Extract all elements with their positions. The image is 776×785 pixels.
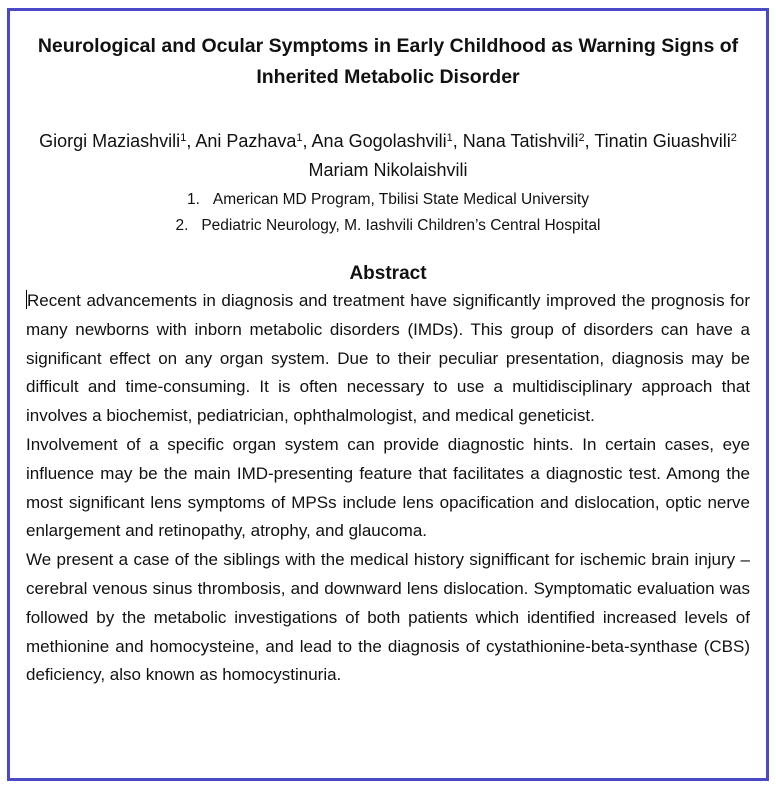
document-content <box>26 19 750 690</box>
author: Ani Pazhava$^1$, <box>195 131 312 151</box>
author: Tinatin Giuashvili$^2$ <box>594 131 737 151</box>
abstract-heading: Abstract <box>349 263 427 284</box>
author: Mariam Nikolaishvili <box>308 160 468 180</box>
author: Giorgi Maziashvili$^1$, <box>39 131 196 151</box>
affiliation-item: 1. American MD Program, Tbilisi State Medical University <box>187 191 589 208</box>
author-list <box>26 127 750 185</box>
paper-title: Neurological and Ocular Symptoms in Early Childhood as Warning Signs of Inherited Metabolic Disorder <box>37 35 739 88</box>
abstract-paragraph[interactable]: Involvement of a specific organ system can provide diagnostic hints. In certain cases, eye influence may be the main IMD-presenting feature that facilitates a diagnostic test. Among the most significant lens symptoms of MPSs include lens opacification and dislocation, optic nerve enlargement and retinopathy, atrophy, and glaucoma. <box>26 434 750 541</box>
abstract-paragraph[interactable]: We present a case of the siblings with the medical history signifficant for ischemic brain injury – cerebral venous sinus thrombosis, and downward lens dislocation. Symptomatic evaluation was followed by the metabolic investigations of both patients which identified increased levels of methionine and homocysteine, and lead to the diagnosis of cystathionine-beta-synthase (CBS) deficiency, also known as homocystinuria. <box>26 550 750 685</box>
affiliation-list <box>26 187 750 239</box>
affiliation-item: 2. Pediatric Neurology, M. Iashvili Children’s Central Hospital <box>175 217 601 234</box>
abstract-paragraph[interactable]: Recent advancements in diagnosis and treatment have significantly improved the prognosis for many newborns with inborn metabolic disorders (IMDs). This group of disorders can have a significant effect on any organ system. Due to their peculiar presentation, diagnosis may be difficult and time-consuming. It is often necessary to use a multidisciplinary approach that involves a biochemist, pediatrician, ophthalmologist, and medical geneticist. <box>26 291 750 426</box>
author: Nana Tatishvili$^2$, <box>462 131 595 151</box>
document-frame <box>7 8 769 781</box>
author: Ana Gogolashvili$^1$, <box>311 131 463 151</box>
